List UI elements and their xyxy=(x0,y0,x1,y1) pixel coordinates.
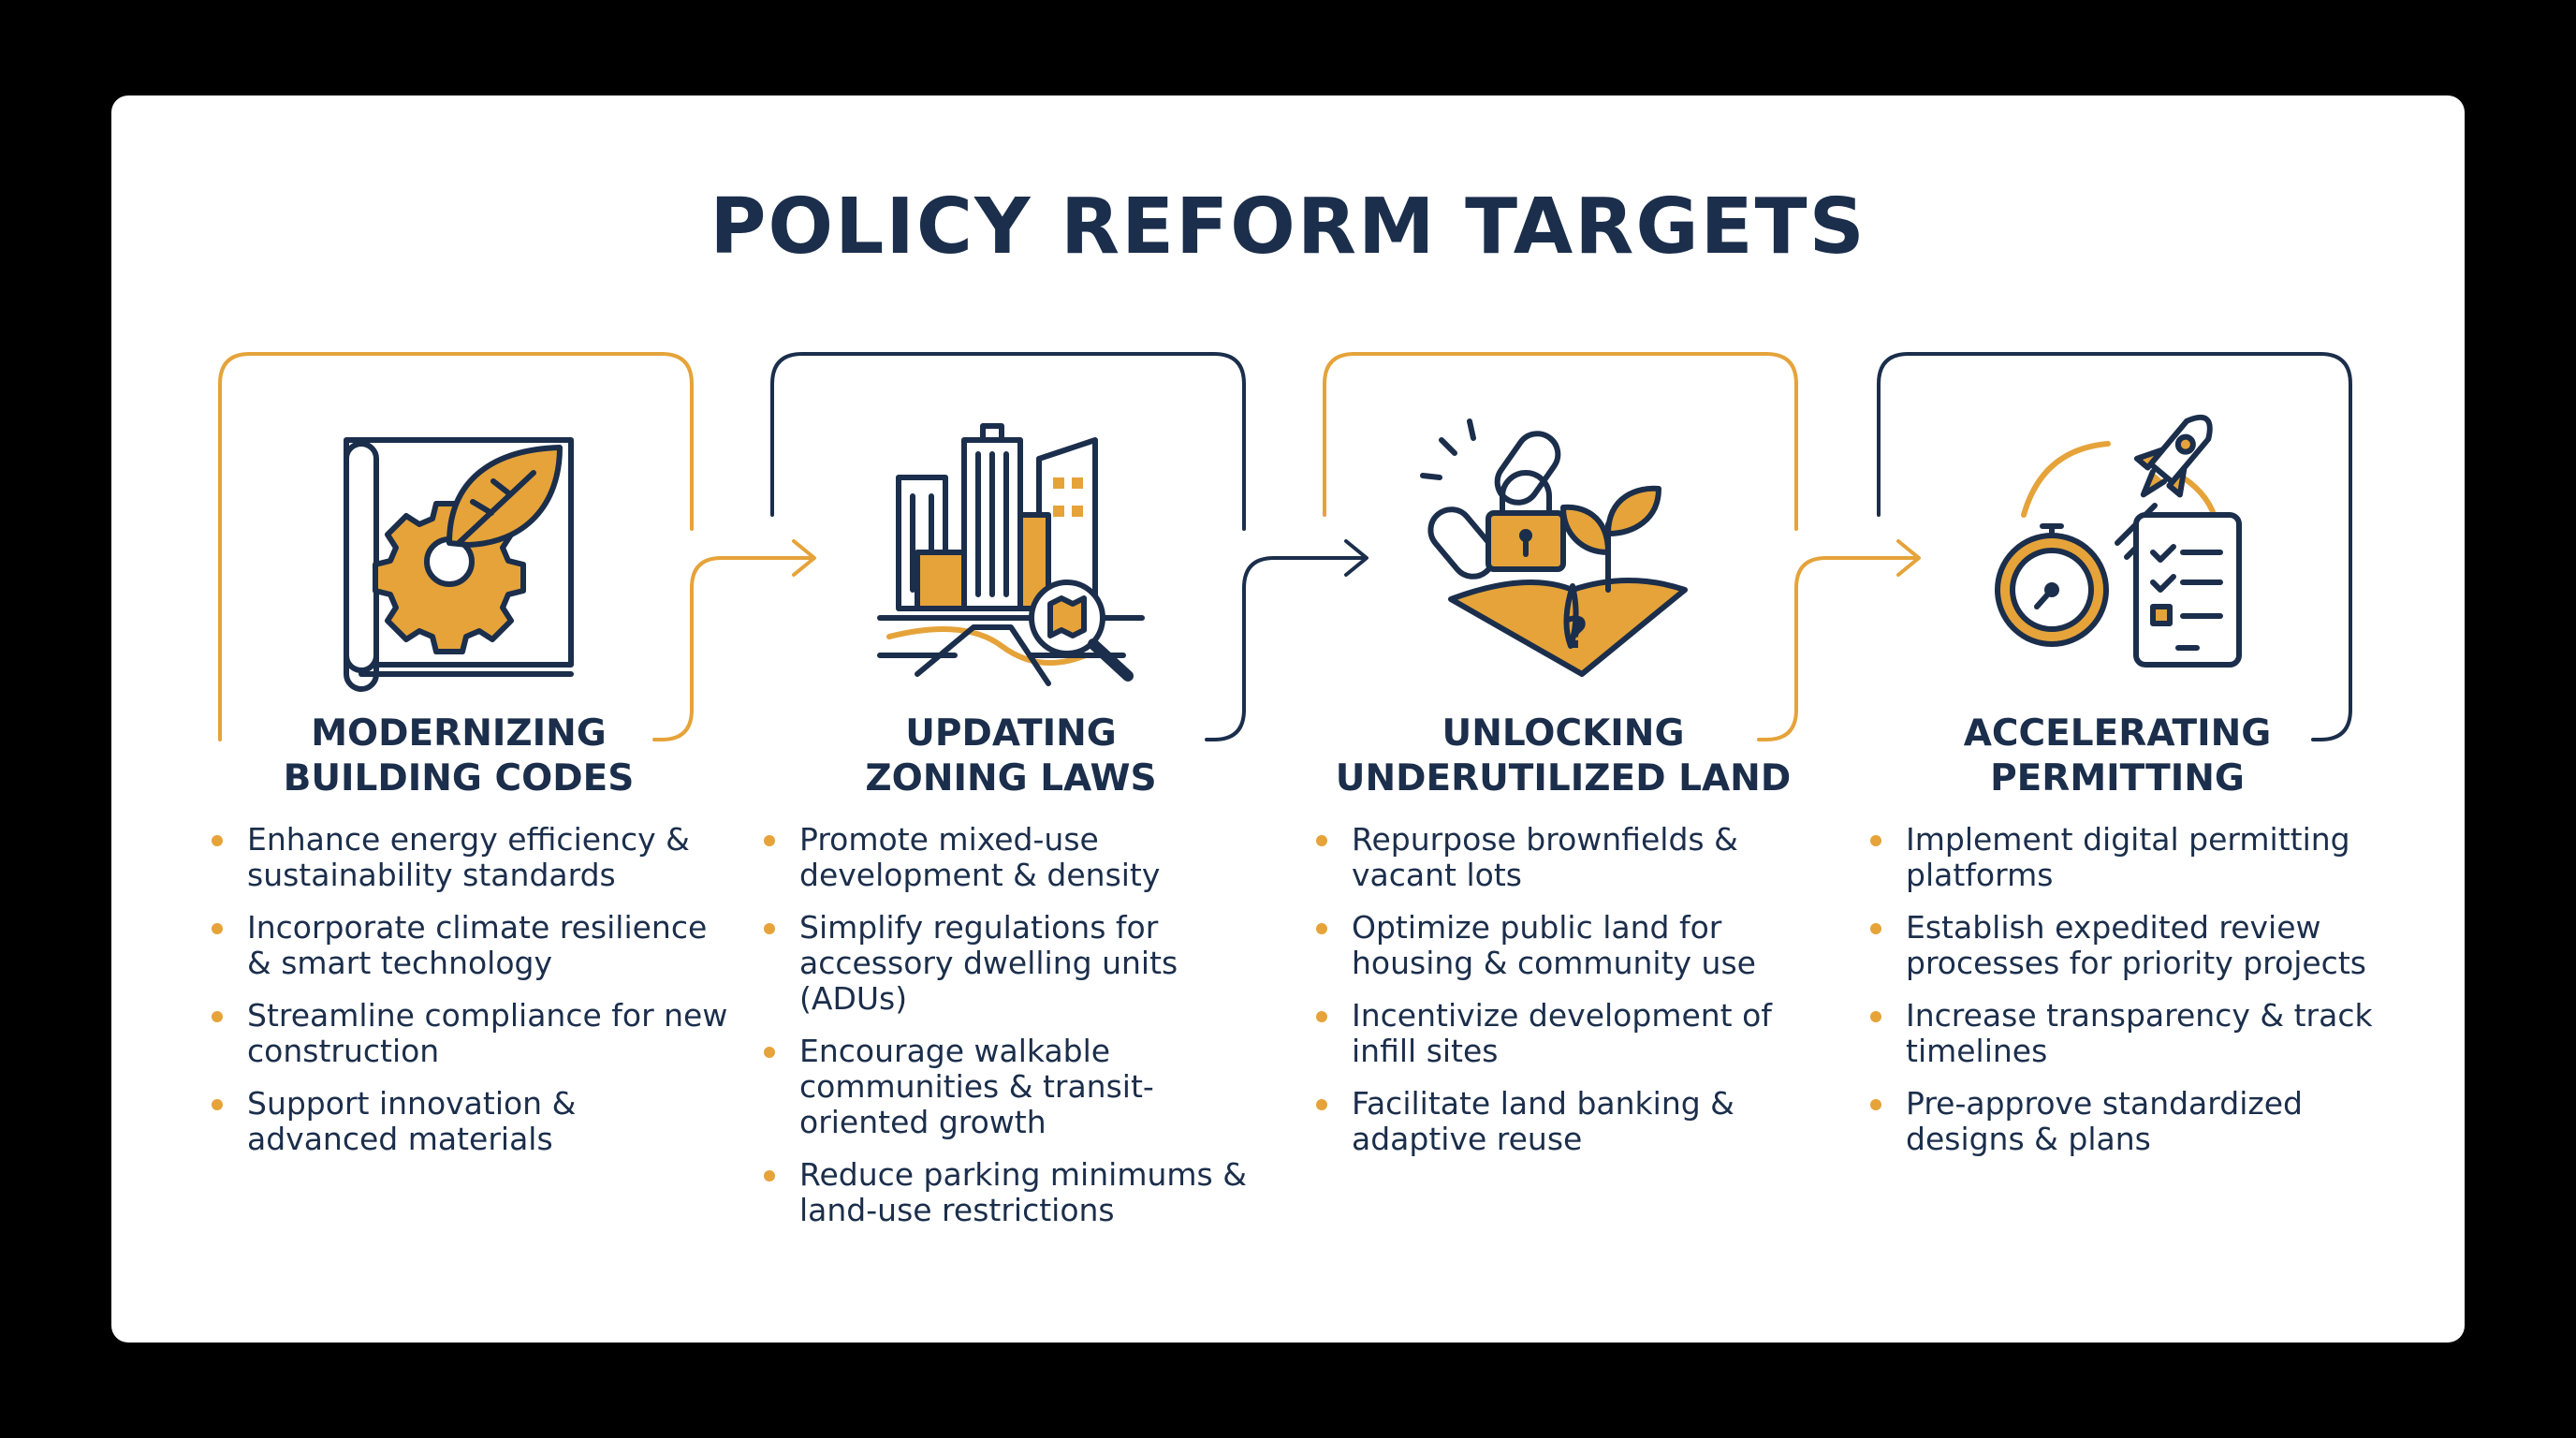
bullet-dot-icon xyxy=(764,1170,775,1181)
heading-line-2: UNDERUTILIZED LAND xyxy=(1335,757,1792,800)
list-item xyxy=(1310,1086,1835,1157)
list-item xyxy=(206,998,730,1069)
list-item xyxy=(758,822,1282,893)
column-building-codes xyxy=(168,0,749,1438)
bullet-dot-icon xyxy=(1316,1099,1327,1110)
city-map-magnifier-icon xyxy=(861,403,1161,702)
column-heading xyxy=(168,712,749,801)
bullet-text: Pre-approve standardized designs & plans xyxy=(1906,1085,2303,1157)
list-item xyxy=(758,1034,1282,1140)
heading-line-1: UNLOCKING xyxy=(1442,712,1685,755)
list-item xyxy=(1865,910,2389,981)
bullet-text: Repurpose brownfields & vacant lots xyxy=(1352,821,1738,893)
bullet-dot-icon xyxy=(212,835,223,846)
heading-line-2: PERMITTING xyxy=(1990,757,2245,800)
heading-line-2: ZONING LAWS xyxy=(865,757,1157,800)
bullet-text: Establish expedited review processes for priority projects xyxy=(1906,909,2366,981)
bullet-dot-icon xyxy=(764,835,775,846)
bullet-list xyxy=(1310,822,1835,1174)
bullet-dot-icon xyxy=(212,1099,223,1110)
bullet-dot-icon xyxy=(1316,923,1327,934)
list-item xyxy=(206,910,730,981)
bullet-text: Enhance energy efficiency & sustainability standards xyxy=(247,821,690,893)
column-heading xyxy=(1273,712,1853,801)
column-underutilized-land xyxy=(1273,0,1853,1438)
bullet-text: Incentivize development of infill sites xyxy=(1352,997,1772,1069)
list-item xyxy=(206,1086,730,1157)
bullet-dot-icon xyxy=(1316,835,1327,846)
list-item xyxy=(1310,998,1835,1069)
bullet-dot-icon xyxy=(1870,1011,1881,1022)
blueprint-gear-leaf-icon xyxy=(309,403,608,702)
bullet-dot-icon xyxy=(212,1011,223,1022)
column-heading xyxy=(1827,712,2408,801)
bullet-list xyxy=(1865,822,2389,1174)
rocket-stopwatch-checklist-icon xyxy=(1968,403,2267,702)
list-item xyxy=(1865,1086,2389,1157)
bullet-dot-icon xyxy=(1316,1011,1327,1022)
bullet-text: Implement digital permitting platforms xyxy=(1906,821,2350,893)
bullet-dot-icon xyxy=(764,1047,775,1058)
bullet-text: Reduce parking minimums & land-use restrictions xyxy=(799,1156,1247,1228)
bullet-dot-icon xyxy=(1870,923,1881,934)
list-item xyxy=(206,822,730,893)
column-heading xyxy=(721,712,1301,801)
list-item xyxy=(758,1157,1282,1228)
heading-line-1: ACCELERATING xyxy=(1963,712,2272,755)
heading-line-1: MODERNIZING xyxy=(311,712,607,755)
svg-text:?: ? xyxy=(1563,608,1588,658)
bullet-text: Promote mixed-use development & density xyxy=(799,821,1161,893)
bullet-list xyxy=(758,822,1282,1245)
list-item xyxy=(1310,910,1835,981)
bullet-dot-icon xyxy=(1870,1099,1881,1110)
list-item xyxy=(1865,998,2389,1069)
bullet-list xyxy=(206,822,730,1174)
chain-padlock-sprout-icon xyxy=(1413,403,1713,702)
heading-line-1: UPDATING xyxy=(905,712,1117,755)
heading-line-2: BUILDING CODES xyxy=(283,757,635,800)
bullet-text: Encourage walkable communities & transit-oriented growth xyxy=(799,1033,1154,1140)
list-item xyxy=(758,910,1282,1017)
bullet-text: Streamline compliance for new construction xyxy=(247,997,728,1069)
bullet-text: Facilitate land banking & adaptive reuse xyxy=(1352,1085,1734,1157)
bullet-text: Optimize public land for housing & community use xyxy=(1352,909,1756,981)
list-item xyxy=(1865,822,2389,893)
page-title: POLICY REFORM TARGETS xyxy=(710,183,1866,271)
bullet-text: Increase transparency & track timelines xyxy=(1906,997,2373,1069)
bullet-dot-icon xyxy=(1870,835,1881,846)
column-permitting xyxy=(1827,0,2408,1438)
bullet-text: Simplify regulations for accessory dwelling units (ADUs) xyxy=(799,909,1178,1017)
column-zoning-laws xyxy=(721,0,1301,1438)
bullet-dot-icon xyxy=(764,923,775,934)
bullet-text: Support innovation & advanced materials xyxy=(247,1085,577,1157)
list-item xyxy=(1310,822,1835,893)
bullet-text: Incorporate climate resilience & smart technology xyxy=(247,909,708,981)
bullet-dot-icon xyxy=(212,923,223,934)
